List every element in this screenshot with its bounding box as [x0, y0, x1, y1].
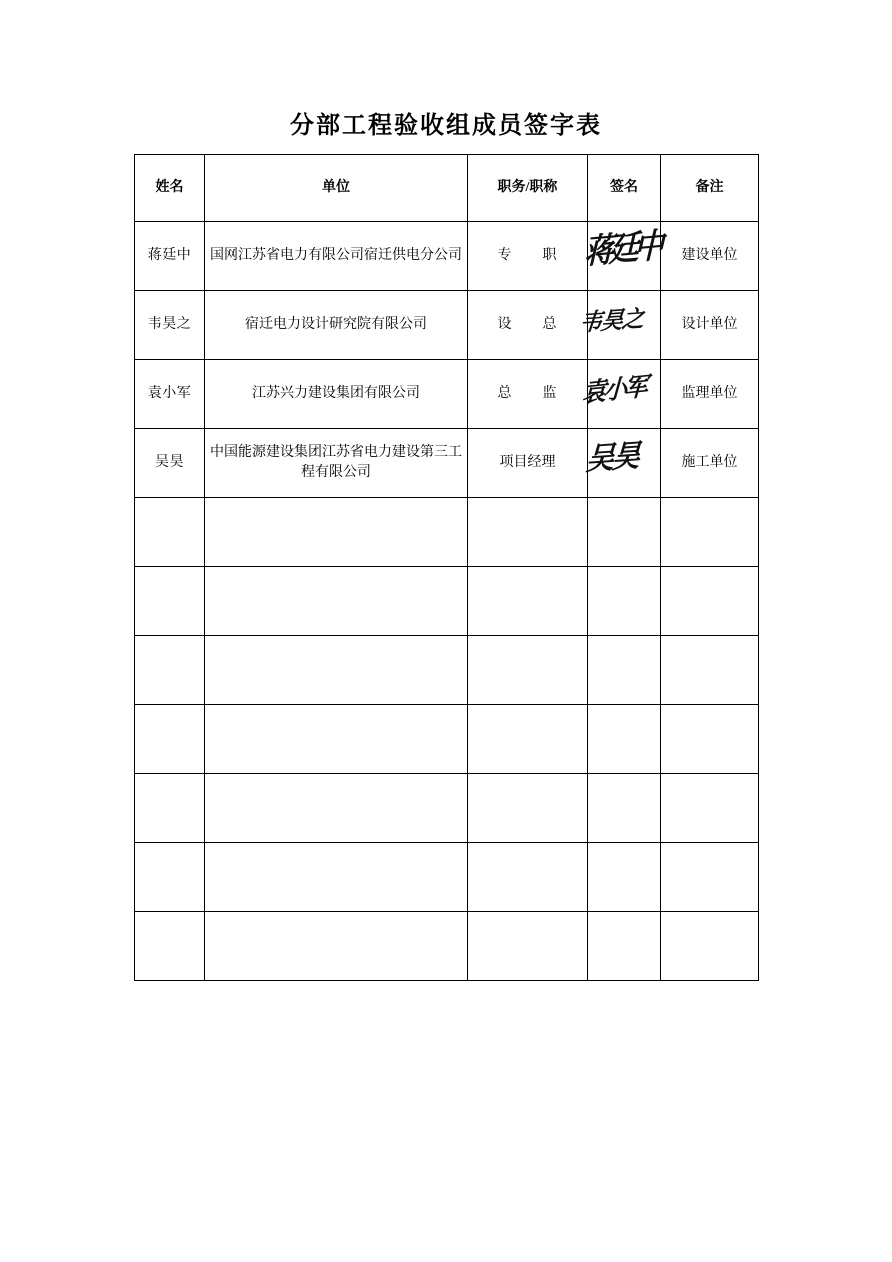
cell-post — [468, 498, 588, 567]
signature-mark: 吴昊 — [584, 439, 640, 478]
cell-post — [468, 636, 588, 705]
cell-name — [135, 843, 205, 912]
cell-signature — [588, 705, 661, 774]
cell-name — [135, 912, 205, 981]
cell-unit — [205, 636, 468, 705]
table-row — [135, 567, 759, 636]
table-row — [135, 636, 759, 705]
cell-post: 专 职 — [468, 222, 588, 291]
cell-name: 吴昊 — [135, 429, 205, 498]
cell-name — [135, 705, 205, 774]
table-row — [135, 360, 759, 429]
table-row — [135, 774, 759, 843]
table-body — [135, 222, 759, 981]
cell-signature — [581, 360, 661, 429]
cell-post: 总 监 — [468, 360, 588, 429]
cell-note — [661, 774, 759, 843]
cell-signature — [588, 774, 661, 843]
cell-note — [661, 636, 759, 705]
table-row — [135, 498, 759, 567]
cell-name — [135, 498, 205, 567]
table-header — [135, 155, 759, 222]
cell-name — [135, 567, 205, 636]
cell-name — [135, 774, 205, 843]
cell-unit — [205, 912, 468, 981]
table-row — [135, 912, 759, 981]
page-title: 分部工程验收组成员签字表 — [290, 113, 602, 139]
table-header-row — [135, 155, 759, 222]
column-header-post: 职务/职称 — [468, 155, 588, 222]
cell-name — [135, 636, 205, 705]
cell-note: 建设单位 — [661, 222, 759, 291]
acceptance-group-signature-table — [134, 154, 759, 981]
cell-name: 袁小军 — [135, 360, 205, 429]
cell-name: 韦昊之 — [135, 291, 205, 360]
cell-signature — [578, 291, 661, 360]
cell-post — [468, 912, 588, 981]
cell-unit — [205, 843, 468, 912]
cell-post: 设 总 — [468, 291, 588, 360]
cell-post: 项目经理 — [468, 429, 588, 498]
cell-note: 监理单位 — [661, 360, 759, 429]
cell-unit — [205, 705, 468, 774]
cell-note — [661, 498, 759, 567]
cell-unit: 国网江苏省电力有限公司宿迁供电分公司 — [205, 222, 468, 291]
table-row — [135, 222, 759, 291]
cell-name: 蒋廷中 — [135, 222, 205, 291]
table-row — [135, 705, 759, 774]
cell-post — [468, 843, 588, 912]
cell-signature — [588, 498, 661, 567]
column-header-signature: 签名 — [588, 155, 661, 222]
cell-signature — [588, 567, 661, 636]
table-row — [135, 291, 759, 360]
cell-note: 设计单位 — [661, 291, 759, 360]
cell-note — [661, 705, 759, 774]
cell-unit: 中国能源建设集团江苏省电力建设第三工程有限公司 — [205, 429, 468, 498]
cell-signature — [584, 429, 661, 498]
signature-mark: 蒋廷中 — [583, 227, 660, 272]
column-header-note: 备注 — [661, 155, 759, 222]
signature-mark: 袁小军 — [581, 373, 646, 409]
cell-post — [468, 705, 588, 774]
cell-unit — [205, 567, 468, 636]
cell-note — [661, 567, 759, 636]
cell-note: 施工单位 — [661, 429, 759, 498]
table-row — [135, 429, 759, 498]
cell-note — [661, 912, 759, 981]
cell-unit: 宿迁电力设计研究院有限公司 — [205, 291, 468, 360]
table-row — [135, 843, 759, 912]
cell-post — [468, 774, 588, 843]
cell-post — [468, 567, 588, 636]
signature-mark: 韦昊之 — [578, 305, 645, 336]
cell-unit: 江苏兴力建设集团有限公司 — [205, 360, 468, 429]
cell-signature — [588, 843, 661, 912]
cell-signature — [583, 222, 661, 291]
cell-unit — [205, 774, 468, 843]
cell-signature — [588, 912, 661, 981]
cell-note — [661, 843, 759, 912]
column-header-unit: 单位 — [205, 155, 468, 222]
cell-unit — [205, 498, 468, 567]
column-header-name: 姓名 — [135, 155, 205, 222]
cell-signature — [588, 636, 661, 705]
